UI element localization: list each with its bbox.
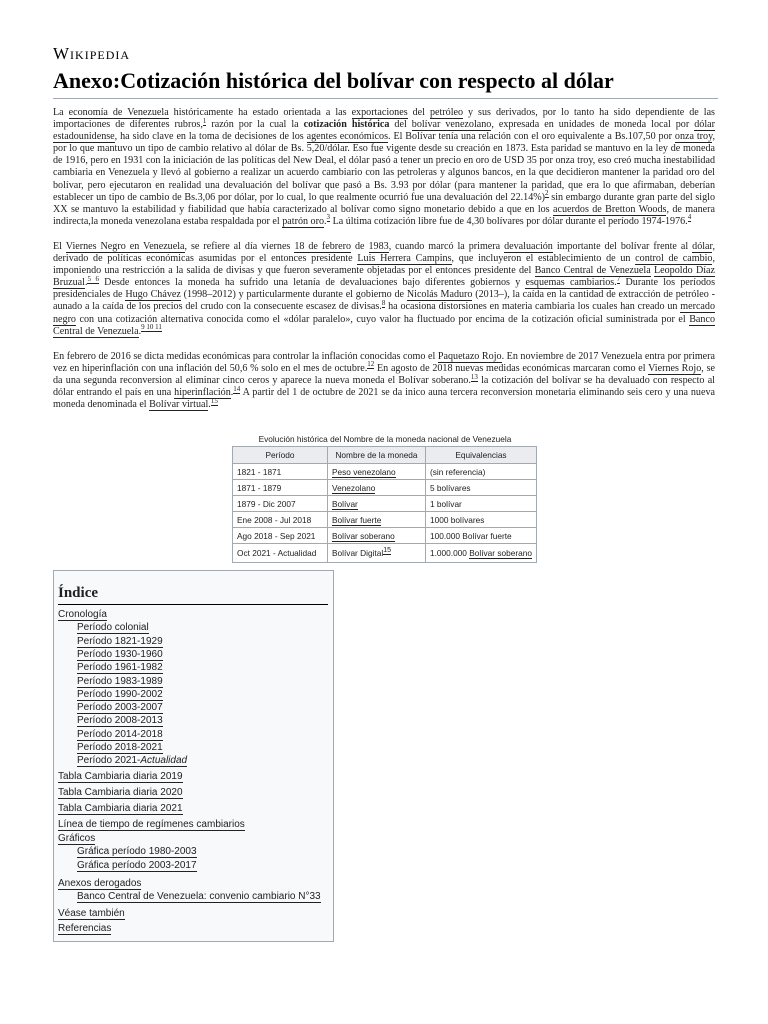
table-row (233, 528, 537, 544)
text: . En noviembre de 2017 Venezuela entra por primera vez en hiperinflación con una inflación del 50,6 % solo en el mes de octubre. (53, 350, 715, 374)
reference-link[interactable]: 14 (233, 384, 241, 393)
toc-item[interactable] (77, 676, 163, 687)
reference-link[interactable]: 13 (470, 372, 478, 381)
link-onza-troy[interactable]: onza troy (674, 131, 713, 143)
toc-item-label: Período 1990-2002 (77, 688, 163, 700)
text: , expresada en unidades de moneda local por (491, 119, 695, 131)
table-cell-link (328, 544, 426, 563)
table-header-row (233, 447, 537, 464)
currency-table (232, 446, 537, 563)
table-cell: 1.000.000 Bolívar soberano (426, 544, 537, 563)
toc-item[interactable] (77, 662, 163, 673)
toc-item-label: Período 1821-1929 (77, 635, 163, 647)
table-cell: Ene 2008 - Jul 2018 (233, 512, 328, 528)
toc-item[interactable] (77, 649, 163, 660)
text: y sus derivados, por lo tanto ha sido dependiente de las importaciones de diferentes rubros, (53, 107, 715, 131)
text: El (53, 240, 66, 252)
text: (1998–2012) y particularmente durante el gobierno de (180, 289, 407, 301)
text: . (230, 386, 234, 398)
column-header[interactable]: Nombre de la moneda (328, 447, 426, 464)
toc-item-label: Referencias (58, 923, 112, 934)
text: , ha sido clave en la toma de decisiones de los (114, 131, 307, 143)
paragraph-2 (53, 241, 715, 338)
table-cell: 5 bolívares (426, 480, 537, 496)
toc-title: Índice (58, 585, 328, 605)
toc-item-label: Período 2014-2018 (77, 728, 163, 740)
toc-item-label: Véase también (58, 908, 125, 919)
text: con una cotización alternativa conocida como el «dólar paralelo», cuyo valor ha fluctuado por encima de la cotización oficial suministrada por el (75, 313, 690, 325)
toc-item[interactable] (77, 715, 163, 726)
toc-item-label: Período 1930-1960 (77, 648, 163, 660)
link-economia[interactable]: economía de Venezuela (68, 107, 169, 118)
link-control-de-cambio[interactable]: control de cambio (635, 253, 713, 265)
link-banco-central-2[interactable]: Banco Central de Venezuela (53, 313, 715, 337)
text: La (53, 107, 69, 118)
table-row (233, 544, 537, 563)
toc-item[interactable] (77, 702, 163, 713)
toc-item-label: Cronología (58, 609, 107, 620)
toc-item[interactable] (58, 819, 245, 830)
table-cell: (sin referencia) (426, 464, 537, 480)
link-1983[interactable]: 1983 (368, 240, 389, 252)
reference-link[interactable]: 15 (383, 547, 391, 555)
reference-link[interactable]: 7 (616, 274, 621, 283)
link-viernes-negro[interactable]: Viernes Negro en Venezuela (65, 240, 185, 252)
reference-link[interactable]: 5 6 (87, 274, 99, 283)
table-cell: Oct 2021 - Actualidad (233, 544, 328, 563)
table-cell: 100.000 Bolívar fuerte (426, 528, 537, 544)
text: En febrero de 2016 se dicta medidas económicas para controlar la inflación conocidas como el (53, 350, 438, 362)
table-of-contents (53, 570, 334, 942)
toc-item[interactable] (58, 803, 183, 814)
link-viernes-rojo[interactable]: Viernes Rojo (648, 362, 702, 374)
article-body (53, 107, 715, 424)
link-nicolas-maduro[interactable]: Nicolás Maduro (406, 289, 473, 301)
toc-item-label: Tabla Cambiaria diaria 2020 (58, 787, 183, 798)
text: del (389, 119, 412, 131)
text: , imponiendo una restricción a la salida de divisas y que fueron severamente objetadas por el entonces presidente del (53, 253, 715, 277)
text: ha ocasiona distorsiones en materia cambiaria los cuales han creado un (385, 301, 681, 313)
toc-item-label: Período 1961-1982 (77, 662, 163, 674)
column-header[interactable]: Equivalencias (426, 447, 537, 464)
reference-link[interactable]: 4 (687, 213, 692, 222)
currency-link[interactable]: Bolívar fuerte (332, 514, 382, 525)
text: . (324, 215, 327, 227)
text: sin embargo durante gran parte del siglo XX se mantuvo la estabilidad y fiabilidad que había caracterizado al bolívar como signo monetario debido a que en los (53, 191, 715, 215)
text: Desde entonces la moneda ha sufrido una letanía de devaluaciones bajo diferentes gobiernos y (98, 277, 526, 289)
table-row (233, 512, 537, 528)
text: razón por la cual la (206, 119, 304, 131)
toc-item-label: Banco Central de Venezuela: convenio cambiario N°33 (77, 891, 321, 902)
toc-item[interactable] (77, 846, 197, 857)
link-esquemas-cambiarios[interactable]: esquemas cambiarios (525, 277, 615, 289)
bold-term: cotización histórica (303, 119, 390, 131)
table-cell-link (328, 480, 426, 496)
table-cell: 1879 - Dic 2007 (233, 496, 328, 512)
text: la cotización del bolívar se ha devaluado con respecto al dólar entrando el país en una (53, 374, 715, 398)
toc-item-label: Gráfica período 2003-2017 (77, 859, 197, 871)
text: importante del bolívar frente al (552, 240, 693, 252)
reference-link[interactable]: 3 (326, 213, 331, 222)
toc-item[interactable] (77, 622, 149, 633)
table-cell-link (328, 528, 426, 544)
toc-item[interactable] (77, 689, 163, 700)
toc-item[interactable] (77, 891, 321, 902)
link-banco-central[interactable]: Banco Central de Venezuela (534, 265, 651, 277)
link-bretton-woods[interactable]: acuerdos de Bretton Woods (553, 203, 667, 215)
table-row (233, 464, 537, 480)
link-dolar-2[interactable]: dólar (692, 240, 713, 252)
reference-link[interactable]: 8 (381, 299, 386, 308)
currency-link[interactable]: Bolívar soberano (469, 548, 532, 558)
link-petroleo[interactable]: petróleo (429, 107, 464, 118)
table-row (233, 480, 537, 496)
table-cell: Ago 2018 - Sep 2021 (233, 528, 328, 544)
table-caption: Evolución histórica del Nombre de la moneda nacional de Venezuela (258, 434, 512, 444)
text: . (138, 325, 142, 337)
table-cell-link (328, 464, 426, 480)
toc-item[interactable] (58, 787, 183, 798)
text: . El Bolívar tenía una relación con el oro equivalente a Bs.107,50 por (388, 131, 675, 143)
toc-item[interactable] (58, 908, 125, 919)
text: de (351, 240, 369, 252)
link-luis-herrera-campins[interactable]: Luis Herrera Campins (357, 253, 452, 265)
text: En agosto de 2018 nuevas medidas económicas marcaran como el (374, 362, 649, 374)
toc-item[interactable] (58, 878, 141, 889)
currency-link[interactable]: Peso venezolano (332, 466, 396, 477)
link-18-febrero[interactable]: 18 de febrero (294, 240, 352, 252)
toc-item[interactable] (58, 923, 111, 934)
toc-item[interactable] (58, 609, 107, 620)
reference-link[interactable]: 9 10 11 (141, 323, 162, 332)
link-bolivar-venezolano[interactable]: bolívar venezolano (411, 119, 492, 131)
toc-item-label: Línea de tiempo de regímenes cambiarios (58, 819, 245, 830)
text: del (407, 107, 430, 118)
link-mercado-negro[interactable]: mercado negro (53, 301, 715, 325)
toc-item-label: Gráficos (58, 833, 96, 844)
text: , derivado de políticas económicas asumidas por el entonces presidente (53, 240, 716, 265)
table-cell: 1821 - 1871 (233, 464, 328, 480)
link-patron-oro[interactable]: patrón oro (282, 215, 325, 227)
link-paquetazo-rojo[interactable]: Paquetazo Rojo (437, 350, 502, 362)
toc-item[interactable] (77, 636, 163, 647)
toc-item[interactable] (58, 771, 183, 782)
text: , cuando marcó la primera (388, 240, 505, 252)
link-hiperinflacion[interactable]: hiperinflación (174, 386, 231, 398)
link-agentes-economicos[interactable]: agentes económicos (306, 131, 389, 143)
reference-link[interactable]: 1 (202, 116, 207, 125)
text: , se da una segunda reconversion al eliminar cinco ceros y aparece la nueva moneda el Bolívar soberano. (53, 362, 715, 386)
reference-link[interactable]: 15 (210, 396, 218, 405)
currency-name: Bolívar Digital (332, 548, 384, 558)
text: , que incluyeron el establecimiento de un (451, 253, 636, 265)
toc-item-label: Tabla Cambiaria diaria 2019 (58, 771, 183, 782)
text: históricamente ha estado orientada a las (168, 107, 352, 118)
link-leopoldo-diaz-bruzual[interactable]: Leopoldo Díaz Bruzual (53, 265, 715, 289)
table-cell: 1000 bolívares (426, 512, 537, 528)
text: , de manera indirecta,la moneda venezolana estaba respaldada por el (53, 203, 715, 227)
text: . (84, 277, 88, 289)
reference-link[interactable]: 12 (367, 360, 375, 369)
toc-item-label: Período 1983-1989 (77, 675, 163, 687)
toc-item-label: Período 2018-2021 (77, 742, 163, 753)
toc-item[interactable] (77, 755, 187, 766)
toc-item[interactable] (77, 729, 163, 740)
text: Durante los períodos presidenciales de (53, 277, 716, 301)
text: , se refiere al día viernes (184, 240, 295, 252)
text: , por lo que mantuvo un tipo de cambio relativo al dólar de Bs. 5,20/dólar. Eso fue vigente desde su creación en 1873. Esta paridad se mantuvo en la ley de moneda de 1916, pero en 1931 con la iniciación de las políticas del New Deal, el dólar pasó a tener un precio en oro de USD 35 por onza troy, eso creó mucha inestabilidad cambiaria en Venezuela y llevó al gobierno a realizar un acuerdo cambiario con las petroleras y algunos bancos, en la que decidieron mantener la paridad oro del bolívar, pero ejecutaron en realidad una devaluación del bolívar que pasó a Bs. 3.93 por dólar (para mantener la paridad, que era lo que afirmaban, deberían establecer un tipo de cambio de Bs.3,06 por dólar, por lo cual, lo que realmente ocurrió fue una devaluación del 22.14%) (53, 131, 715, 203)
link-dolar[interactable]: dólar estadounidense (53, 119, 715, 143)
toc-item-label: Tabla Cambiaria diaria 2021 (58, 803, 183, 814)
wikipedia-logo[interactable]: Wikipedia (53, 44, 131, 63)
text: . (208, 399, 211, 411)
toc-item-label: Anexos derogados (58, 878, 142, 889)
page-title: Anexo:Cotización histórica del bolívar con respecto al dólar (53, 68, 718, 99)
table-cell: 1 bolívar (426, 496, 537, 512)
currency-link[interactable]: Bolívar soberano (332, 530, 395, 541)
text: La última cotización libre fue de 4,30 bolívares por dólar durante el período 1974-1976. (330, 215, 688, 227)
link-bolivar-virtual[interactable]: Bolívar virtual (149, 399, 209, 411)
table-row (233, 496, 537, 512)
table-cell-link (328, 512, 426, 528)
paragraph-3 (53, 351, 715, 411)
reference-link[interactable]: 2 (545, 189, 549, 198)
text: A partir del 1 de octubre de 2021 se da inico auna tercera reconversion monetaria eliminando seis cero y una nueva moneda denominada el (53, 386, 715, 411)
toc-item-label: Período 2003-2007 (77, 702, 163, 714)
toc-item-label: Período 2021-Actualidad (77, 755, 188, 767)
toc-item-label: Período colonial (77, 622, 149, 634)
table-cell-link (328, 496, 426, 512)
paragraph-1 (53, 107, 715, 228)
toc-item-label: Período 2008-2013 (77, 715, 163, 727)
link-exportaciones[interactable]: exportaciones (351, 107, 408, 118)
toc-item[interactable] (58, 833, 95, 844)
toc-item-label: Gráfica período 1980-2003 (77, 846, 197, 858)
column-header[interactable]: Período (233, 447, 328, 464)
toc-item[interactable] (77, 860, 197, 871)
toc-item[interactable] (77, 742, 163, 753)
link-devaluacion[interactable]: devaluación (504, 240, 553, 252)
currency-link[interactable]: Bolívar (332, 498, 358, 509)
link-hugo-chavez[interactable]: Hugo Chávez (125, 289, 181, 301)
table-cell: 1871 - 1879 (233, 480, 328, 496)
text: (2013–), la caída en la cantidad de extracción de petróleo - aunado a la caída de los precios del crudo con la consecuente escasez de divisas. (53, 289, 715, 313)
text: . (614, 277, 617, 289)
currency-link[interactable]: Venezolano (332, 482, 376, 493)
